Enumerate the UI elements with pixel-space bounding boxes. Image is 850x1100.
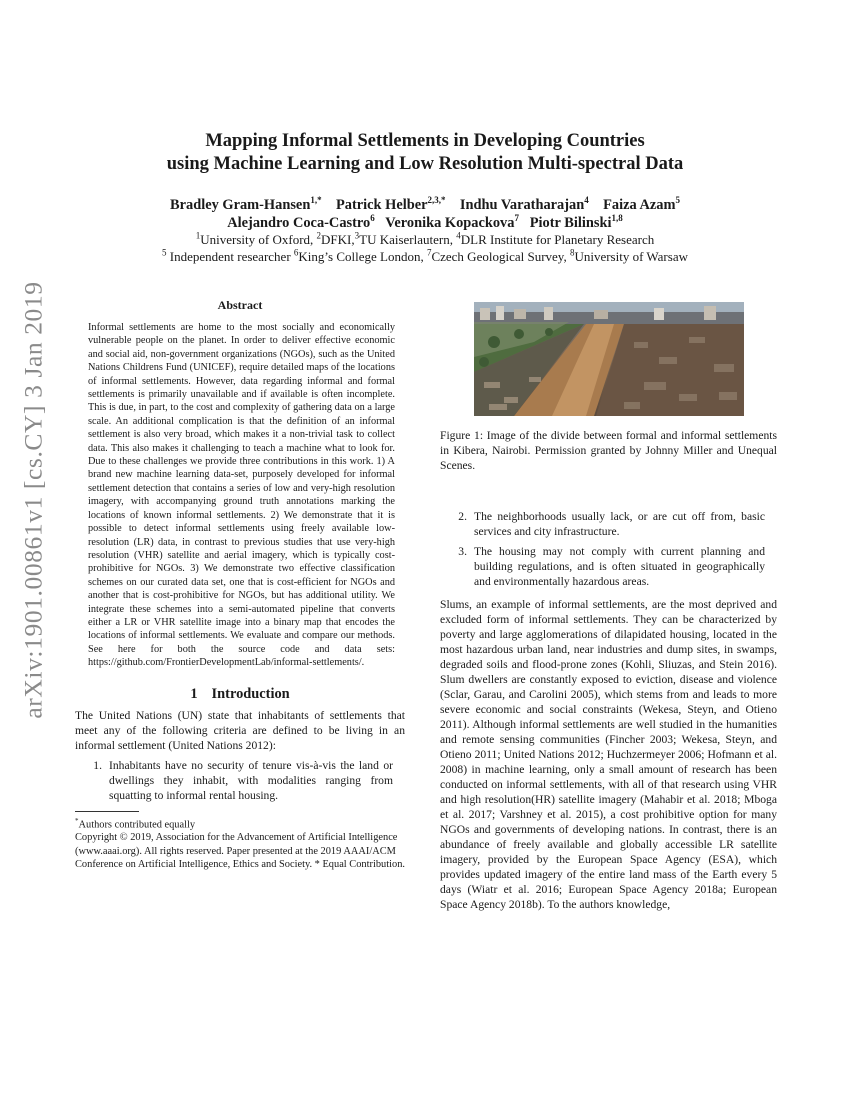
- criteria-list: [75, 758, 405, 803]
- affiliation-mark: 8: [569, 247, 575, 258]
- list-number: 2.: [458, 510, 467, 523]
- author-affiliation-mark: 2,3,*: [427, 195, 446, 206]
- copyright-notice: Copyright © 2019, Association for the Advancement of Artificial Intelligence (www.aaai.org). All rights reserved. Paper presented at the 2019 AAAI/ACM Conference on Artificial Intelligence, Ethics and Society. * Equal Contribution.: [75, 832, 406, 871]
- author-name: Bradley Gram-Hansen: [170, 197, 311, 213]
- intro-paragraph: The United Nations (UN) state that inhabitants of settlements that meet any of the following criteria are defined to be living in an informal settlement (United Nations 2012):: [75, 708, 405, 752]
- author-affiliation-mark: 6: [370, 213, 375, 224]
- affiliations-line-2: [60, 249, 790, 266]
- author-affiliation-mark: 1,8: [611, 213, 623, 224]
- affiliation-mark: 7: [426, 247, 432, 258]
- list-number: 1.: [93, 758, 102, 772]
- list-text: The housing may not comply with current planning and building regulations, and is often situated in geographically and environmentally hazardous areas.: [474, 545, 765, 588]
- settlement-illustration: [474, 302, 744, 416]
- footnote-equal-contribution: [75, 815, 405, 832]
- list-item: [75, 758, 405, 803]
- footnote-divider: [75, 811, 139, 812]
- affiliation-mark: 4: [456, 230, 461, 241]
- figure-caption: Figure 1: Image of the divide between formal and informal settlements in Kibera, Nairobi. Permission granted by Johnny Miller and Unequal Scenes.: [440, 429, 777, 472]
- footnote-marker: *: [75, 816, 79, 825]
- section-title: Introduction: [211, 685, 290, 702]
- author-name: Indhu Varatharajan: [459, 197, 585, 213]
- title-line-1: Mapping Informal Settlements in Developing Countries: [205, 131, 645, 151]
- arxiv-identifier-stamp: [6, 281, 62, 719]
- author-name: Patrick Helber: [335, 197, 428, 213]
- affiliation: DLR Institute for Planetary Research: [460, 232, 655, 247]
- section-number: 1: [190, 685, 198, 702]
- affiliation-mark: 6: [293, 247, 299, 258]
- right-column: [440, 298, 777, 912]
- affiliation: TU Kaiserlautern,: [359, 232, 457, 247]
- author-name: Piotr Bilinski: [529, 215, 612, 231]
- author-affiliation-mark: 5: [675, 195, 680, 206]
- list-text: The neighborhoods usually lack, or are cut off from, basic services and city infrastructure.: [474, 510, 765, 538]
- affiliation: DFKI,: [321, 232, 355, 247]
- arxiv-id-text: arXiv:1901.00861v1 [cs.CY] 3 Jan 2019: [19, 281, 48, 719]
- affiliation: University of Warsaw: [574, 248, 688, 264]
- author-name: Faiza Azam: [603, 197, 676, 213]
- author-affiliation-mark: 1,*: [310, 195, 322, 206]
- list-number: 3.: [458, 545, 467, 558]
- kibera-aerial-photo: [474, 302, 744, 416]
- affiliation-mark: 5: [162, 247, 167, 258]
- author-names-line-2: [60, 214, 790, 232]
- body-paragraph: Slums, an example of informal settlements, are the most deprived and excluded form of informal settlements. They can be characterized by poverty and large agglomerations of dilapidated housing, located in the most hazardous urban land, near industries and dump sites, in swamps, degraded soils and flood-prone zones (Kohli, Sliuzas, and Stein 2016). Slum dwellers are constantly exposed to eviction, disease and violence (Sclar, Garau, and Carolini 2005), which stems from and leads to more severe economic and social constraints (Wekesa, Steyn, and Otieno 2011). Although informal settlements are well studied in the humanities and remote sensing communities (Fincher 2003; Wekesa, Steyn, and Otieno 2011; United Nations 2012; Huchzermeyer 2006; Hofmann et al. 2008) in machine learning, only a small amount of research has been conducted on informal settlements, with all of that research using VHR and high resolution(HR) satellite imagery (Mahabir et al. 2018; Mboga et al. 2017; Varshney et al. 2015), a cost prohibitive option for many NGOs and governments of developing nations. In contrast, there is an abundance of freely available and globally accessible LR satellite imagery, provided by the European Space Agency (ESA), which provides updated imagery of the entire land mass of the Earth every 5 days (Wiatr et al. 2016; European Space Agency 2018a; European Space Agency 2018b). To the authors knowledge,: [440, 598, 777, 911]
- section-heading-introduction: [75, 687, 405, 702]
- author-name: Veronika Kopackova: [385, 215, 515, 231]
- affiliation-mark: 2: [316, 230, 322, 241]
- list-item: [440, 544, 777, 589]
- affiliation-mark: 3: [354, 230, 360, 241]
- footnote-text: Authors contributed equally: [78, 819, 196, 831]
- author-affiliation-mark: 4: [584, 195, 589, 206]
- author-name: Alejandro Coca-Castro: [227, 215, 371, 231]
- abstract-text: Informal settlements are home to the most socially and economically vulnerable people on the planet. In order to deliver effective economic and social aid, non-government organizations (NGOs), such as the United Nations Childrens Fund (UNICEF), require detailed maps of the locations of informal settlements. However, data regarding informal and formal settlements is primarily unavailable and if available is often incomplete. This is due, in part, to the cost and complexity of gathering data on a large scale. An additional complication is that the definition of an informal settlement is also very broad, which makes it a non-trivial task to collect data. This also makes it challenging to teach a machine what to look for. Due to these challenges we provide three contributions in this work. 1) A brand new machine learning data-set, purposely developed for informal settlement detection that contains a series of low and very-high resolution imagery, with accompanying ground truth annotations marking the locations of known informal settlements. 2) We demonstrate that it is possible to detect informal settlements using freely available low-resolution (LR) data, in contrast to previous studies that use very-high resolution (VHR) satellite and aerial imagery, which is typically cost-prohibitive for NGOs. 3) We demonstrate two effective classification schemes on our curated data set, one that is cost-efficient for NGOs and another that is cost-prohibitive for NGOs, but has additional utility. We integrate these schemes into a semi-automated pipeline that converts either a LR or VHR satellite image into a binary map that encodes the locations of informal settlements. We evaluate and compare our methods. See here for both the source code and data sets: https://github.com/FrontierDevelopmentLab/informal-settlements/.: [88, 322, 395, 669]
- affiliation: University of Oxford,: [200, 232, 317, 247]
- author-names-line-1: [60, 196, 790, 214]
- left-column: [75, 298, 405, 872]
- affiliation-mark: 1: [195, 230, 201, 241]
- author-block: [60, 196, 790, 265]
- list-text: Inhabitants have no security of tenure vis-à-vis the land or dwellings they inhabit, with modalities ranging from squatting to informal rental housing.: [109, 758, 393, 802]
- author-affiliation-mark: 7: [514, 213, 519, 224]
- affiliations-line-1: [60, 232, 790, 249]
- criteria-list-continued: [440, 509, 777, 589]
- affiliation: King’s College London,: [298, 248, 427, 264]
- abstract-heading: Abstract: [217, 298, 263, 312]
- title-line-2: using Machine Learning and Low Resolution Multi-spectral Data: [166, 154, 684, 174]
- affiliation: Czech Geological Survey,: [431, 248, 570, 264]
- paper-title: [80, 130, 770, 176]
- list-item: [440, 509, 777, 539]
- affiliation: Independent researcher: [166, 248, 294, 264]
